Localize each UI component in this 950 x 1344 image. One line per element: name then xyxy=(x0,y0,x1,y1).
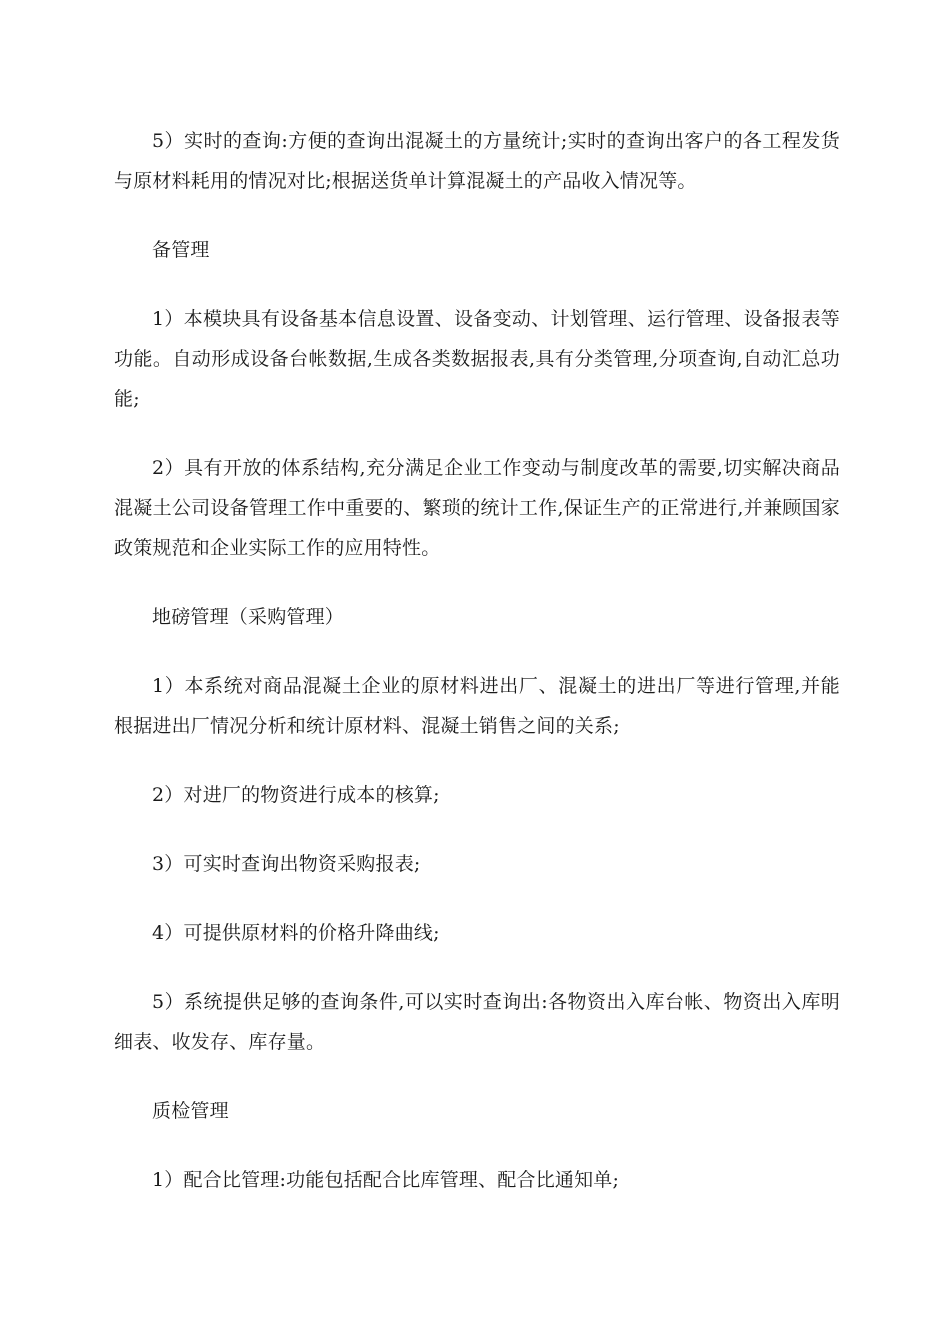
paragraph-weighbridge-system: 1）本系统对商品混凝土企业的原材料进出厂、混凝土的进出厂等进行管理,并能根据进出厂情况分析和统计原材料、混凝土销售之间的关系; xyxy=(114,675,840,737)
paragraph-cost-accounting: 2）对进厂的物资进行成本的核算; xyxy=(152,784,440,806)
paragraph-price-curve: 4）可提供原材料的价格升降曲线; xyxy=(152,922,440,944)
paragraph-realtime-query: 5）实时的查询:方便的查询出混凝土的方量统计;实时的查询出客户的各工程发货与原材料耗用的情况对比;根据送货单计算混凝土的产品收入情况等。 xyxy=(114,130,840,192)
paragraph-open-architecture: 2）具有开放的体系结构,充分满足企业工作变动与制度改革的需要,切实解决商品混凝土公司设备管理工作中重要的、繁琐的统计工作,保证生产的正常进行,并兼顾国家政策规范和企业实际工作的应用特性。 xyxy=(114,457,840,559)
paragraph-procurement-report: 3）可实时查询出物资采购报表; xyxy=(152,853,421,875)
section-heading-equipment-management: 备管理 xyxy=(152,239,210,261)
section-heading-weighbridge-management: 地磅管理（采购管理） xyxy=(152,606,345,628)
paragraph-equipment-module: 1）本模块具有设备基本信息设置、设备变动、计划管理、运行管理、设备报表等功能。自动形成设备台帐数据,生成各类数据报表,具有分类管理,分项查询,自动汇总功能; xyxy=(114,308,840,410)
section-heading-quality-inspection: 质检管理 xyxy=(152,1100,229,1122)
paragraph-mix-proportion: 1）配合比管理:功能包括配合比库管理、配合比通知单; xyxy=(152,1169,620,1191)
paragraph-query-conditions: 5）系统提供足够的查询条件,可以实时查询出:各物资出入库台帐、物资出入库明细表、收发存、库存量。 xyxy=(114,991,840,1053)
document-body xyxy=(114,121,840,1229)
